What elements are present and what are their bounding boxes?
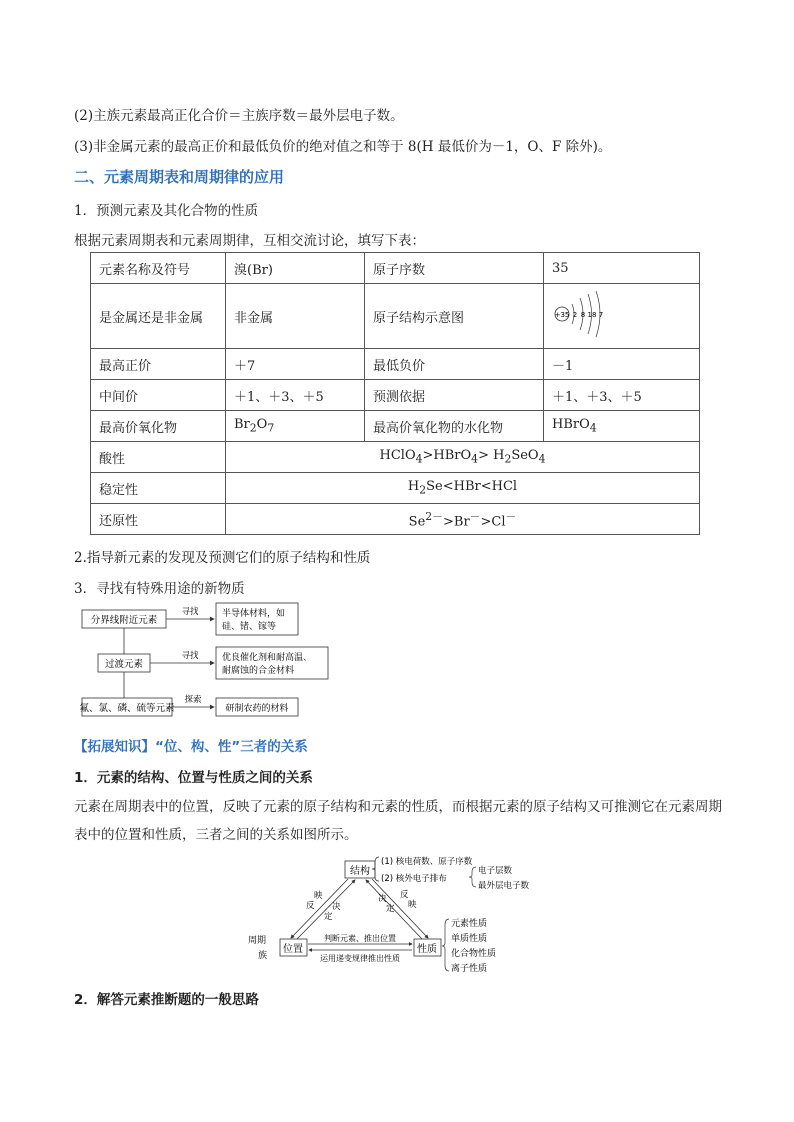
table-cell: －1 [544,349,700,380]
table-row [91,284,700,349]
node-label: 分界线附近元素 [90,615,158,626]
property-label: 性质 [417,944,437,955]
structure-item: (1) 核电荷数、原子序数 [381,857,473,867]
formula-sub: 2 [419,483,427,497]
table-cell [226,473,700,504]
relation-label: 反 [400,890,409,900]
table-cell: 最高正价 [91,349,226,380]
shell-count: 8 [580,311,586,319]
extension-title: 【拓展知识】“位、构、性”三者的关系 [74,739,308,755]
table-cell: 中间价 [91,380,226,411]
formula-part: O [256,417,268,433]
section-heading: 二、元素周期表和周期律的应用 [74,168,285,186]
target-label: 硅、锗、镓等 [222,622,277,632]
formula-part: >Cl [480,514,506,530]
table-cell: 原子结构示意图 [365,284,544,349]
table-row [91,411,700,442]
formula-part: HClO [379,448,416,464]
item-1: 1．预测元素及其化合物的性质 [74,203,259,219]
relation-label: 反 [306,901,315,911]
table-cell [544,284,700,349]
formula-sub: 4 [471,452,479,466]
position-label: 位置 [283,944,303,955]
nucleus-charge: +35 [554,311,570,319]
formula-sub: 4 [538,452,546,466]
target-label: 耐腐蚀的合金材料 [222,666,295,676]
table-cell: 35 [544,253,700,284]
table-cell: ＋7 [226,349,365,380]
formula-sup: － [505,509,517,523]
relation-label: 定 [324,912,333,922]
arrow-label: 寻找 [181,607,199,617]
table-cell: 最高价氧化物 [91,411,226,442]
paragraph: 元素在周期表中的位置，反映了元素的原子结构和元素的性质，而根据元素的原子结构又可推测它在元素周期表中的位置和性质，三者之间的关系如图所示。 [74,799,722,843]
period-label: 周期 [248,936,267,946]
text-line-3: (3)非金属元素的最高正价和最低负价的绝对值之和等于 8(H 最低价为－1，O、F 除外)。 [74,139,612,155]
table-cell [226,411,365,442]
arrow-label: 探索 [184,695,202,705]
table-cell: 是金属还是非金属 [91,284,226,349]
table-cell: 最高价氧化物的水化物 [365,411,544,442]
new-materials-flowchart [78,600,348,720]
structure-subitem: 最外层电子数 [478,881,530,891]
formula-sup: 2－ [425,509,443,523]
subheading-1: 1．元素的结构、位置与性质之间的关系 [74,770,313,786]
text-line-2: (2)主族元素最高正化合价＝主族序数＝最外层电子数。 [74,108,404,124]
target-label: 研制农药的材料 [225,704,289,714]
property-item: 化合物性质 [451,949,497,959]
table-cell: 最低负价 [365,349,544,380]
property-item: 元素性质 [451,919,488,929]
table-cell: 还原性 [91,504,226,535]
arrow-label: 寻找 [181,651,199,661]
shell-count: 7 [598,311,604,319]
relation-label: 定 [386,904,395,914]
relation-label: 映 [408,900,417,910]
shell-count: 18 [587,311,597,319]
formula-sub: 2 [504,452,512,466]
table-row [91,473,700,504]
item-3: 3．寻找有特殊用途的新物质 [74,581,245,597]
formula-part: >Br [443,514,470,530]
element-property-table [90,252,700,535]
relation-label: 映 [314,891,323,901]
table-cell: 稳定性 [91,473,226,504]
target-label: 半导体材料，如 [222,609,286,619]
node-label: 氟、氯、磷、硫等元素 [79,703,175,714]
formula-sub: 4 [589,421,597,435]
item-2: 2.指导新元素的发现及预测它们的原子结构和性质 [74,550,371,566]
formula-part: SeO [511,448,539,464]
relation-label: 判断元素、推出位置 [324,934,396,943]
node-label: 过渡元素 [104,659,144,670]
table-cell: 非金属 [226,284,365,349]
table-row [91,349,700,380]
formula-sub: 7 [267,421,275,435]
shell-count: 2 [572,311,578,319]
table-row [91,442,700,473]
table-cell: ＋1、＋3、＋5 [226,380,365,411]
structure-subitem: 电子层数 [478,866,513,876]
table-row [91,504,700,535]
table-cell: 酸性 [91,442,226,473]
formula-part: HBrO [552,417,590,433]
table-cell: 溴(Br) [226,253,365,284]
formula-sub: 2 [249,421,257,435]
structure-item: (2) 核外电子排布 [381,874,447,884]
structure-position-property-diagram [244,853,564,978]
formula-part: Se<HBr<HCl [426,479,518,495]
property-item: 单质性质 [451,934,488,944]
formula-part: > H [478,448,505,464]
table-cell: ＋1、＋3、＋5 [544,380,700,411]
formula-part: Se [408,514,426,530]
table-cell: 预测依据 [365,380,544,411]
subheading-2: 2．解答元素推断题的一般思路 [74,992,259,1008]
group-label: 族 [258,951,268,961]
table-intro: 根据元素周期表和元素周期律，互相交流讨论，填写下表： [74,233,425,249]
formula-part: >HBrO [422,448,472,464]
structure-label: 结构 [350,866,370,877]
property-item: 离子性质 [451,964,488,974]
table-cell: 原子序数 [365,253,544,284]
target-label: 优良催化剂和耐高温、 [222,653,313,663]
table-row [91,380,700,411]
formula-part: Br [234,417,250,433]
formula-sup: － [469,509,481,523]
formula-part: H [407,479,420,495]
table-row [91,253,700,284]
table-cell [544,411,700,442]
atom-structure-diagram [552,288,616,340]
formula-sub: 4 [415,452,423,466]
table-cell: 元素名称及符号 [91,253,226,284]
relation-label: 决 [378,894,387,904]
relation-label: 决 [332,902,341,912]
relation-label: 运用递变规律推出性质 [320,954,400,963]
table-cell [226,504,700,535]
table-cell [226,442,700,473]
